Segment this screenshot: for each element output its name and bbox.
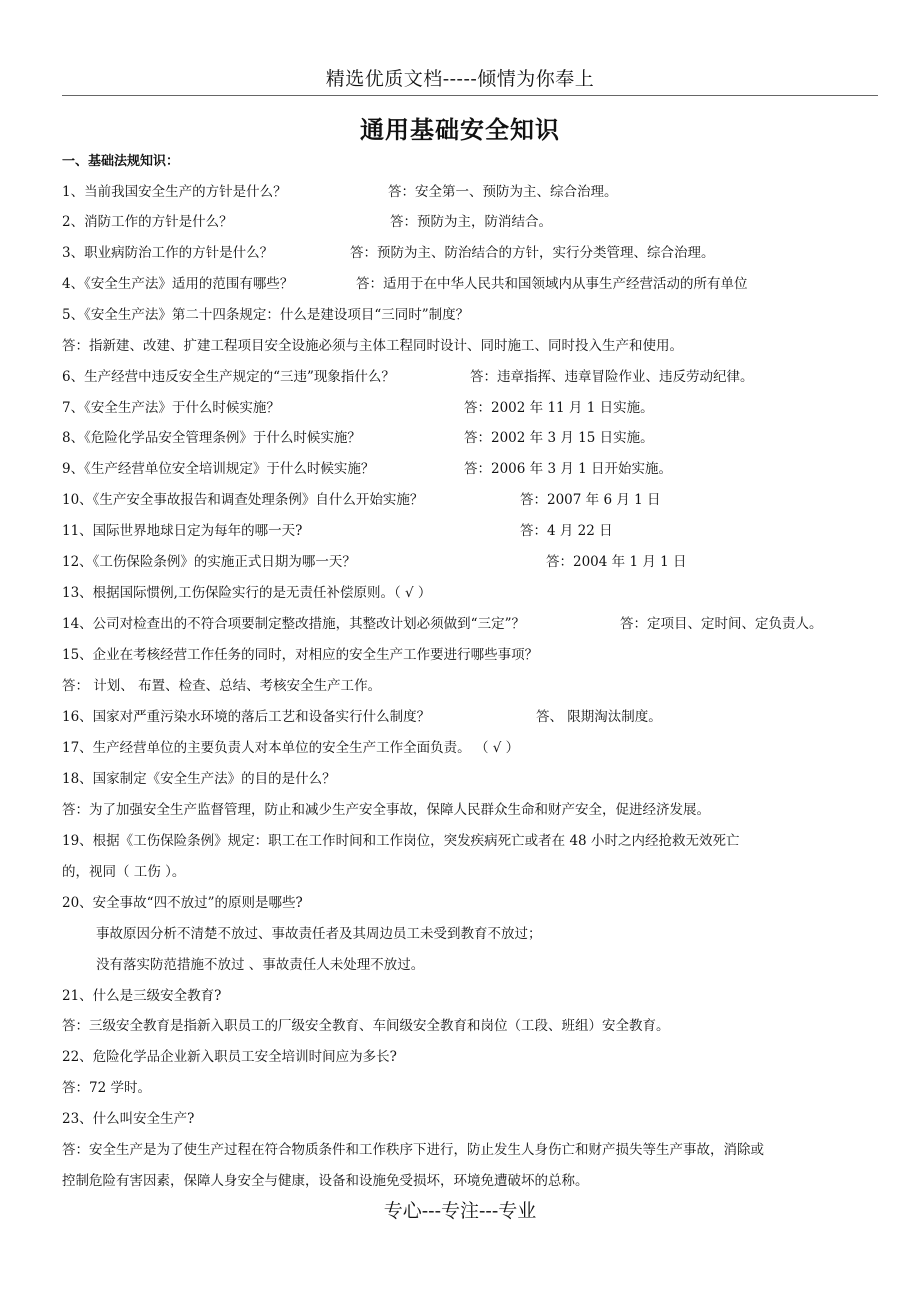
question-text: 15、企业在考核经营工作任务的同时，对相应的安全生产工作要进行哪些事项？ <box>62 647 539 663</box>
answer-text: 答：2006 年 3 月 1 日开始实施。 <box>464 461 672 477</box>
qa-line-8 <box>62 398 654 418</box>
qa-line-11 <box>62 490 661 510</box>
qa-line-4 <box>62 274 748 294</box>
qa-line-28 <box>62 1016 670 1036</box>
qa-line-31 <box>62 1109 194 1129</box>
question-text: 13、根据国际惯例,工伤保险实行的是无责任补偿原则。（ √ ） <box>62 585 432 601</box>
answer-text: 答：指新建、改建、扩建工程项目安全设施必须与主体工程同时设计、同时施工、同时投入生产和使用。 <box>62 338 683 354</box>
page-header: 精选优质文档-----倾情为你奉上 <box>325 68 595 90</box>
qa-line-21 <box>62 800 710 820</box>
answer-text: 答：定项目、定时间、定负责人。 <box>620 616 823 632</box>
answer-text: 答：安全第一、预防为主、综合治理。 <box>388 184 618 200</box>
qa-line-14 <box>62 583 431 603</box>
qa-line-6 <box>62 336 683 356</box>
qa-line-25 <box>96 924 542 944</box>
question-text: 7、《安全生产法》于什么时候实施？ <box>62 400 280 416</box>
qa-line-26 <box>96 955 424 975</box>
header-divider <box>62 95 878 96</box>
answer-text: 答：适用于在中华人民共和国领域内从事生产经营活动的所有单位 <box>356 276 748 292</box>
qa-line-15 <box>62 614 823 634</box>
qa-line-33 <box>62 1171 589 1191</box>
question-text: 2、消防工作的方针是什么？ <box>62 214 233 230</box>
page-footer: 专心---专注---专业 <box>383 1200 537 1222</box>
qa-line-19 <box>62 738 519 758</box>
answer-text: 答：2004 年 1 月 1 日 <box>546 554 687 570</box>
answer-text: 答：2007 年 6 月 1 日 <box>520 492 661 508</box>
qa-line-24 <box>62 893 303 913</box>
answer-text: 控制危险有害因素，保障人身安全与健康，设备和设施免受损坏，环境免遭破坏的总称。 <box>62 1173 589 1189</box>
question-text: 5、《安全生产法》第二十四条规定：什么是建设项目“三同时”制度？ <box>62 307 470 323</box>
question-text: 16、国家对严重污染水环境的落后工艺和设备实行什么制度？ <box>62 709 431 725</box>
qa-line-23 <box>62 862 185 882</box>
qa-line-27 <box>62 986 221 1006</box>
qa-line-30 <box>62 1078 151 1098</box>
qa-line-1 <box>62 182 618 202</box>
question-text: 18、国家制定《安全生产法》的目的是什么？ <box>62 771 336 787</box>
question-text: 1、当前我国安全生产的方针是什么？ <box>62 184 287 200</box>
answer-text: 没有落实防范措施不放过 、事故责任人未处理不放过。 <box>96 957 425 973</box>
answer-text: 答：安全生产是为了使生产过程在符合物质条件和工作秩序下进行，防止发生人身伤亡和财产损失等生产事故，消除或 <box>62 1142 764 1158</box>
answer-text: 事故原因分析不清楚不放过、事故责任者及其周边员工未受到教育不放过； <box>96 926 542 942</box>
qa-line-32 <box>62 1140 764 1160</box>
qa-line-10 <box>62 459 672 479</box>
section-heading: 一、基础法规知识： <box>62 154 180 169</box>
qa-line-3 <box>62 243 715 263</box>
answer-text: 答：2002 年 3 月 15 日实施。 <box>464 430 654 446</box>
answer-text: 答：4 月 22 日 <box>520 523 613 539</box>
qa-line-16 <box>62 645 538 665</box>
question-text: 10、《生产安全事故报告和调查处理条例》自什么开始实施？ <box>62 492 424 508</box>
answer-text: 答：预防为主、防治结合的方针，实行分类管理、综合治理。 <box>350 245 715 261</box>
question-text: 22、危险化学品企业新入职员工安全培训时间应为多长? <box>62 1049 397 1065</box>
answer-text: 答：三级安全教育是指新入职员工的厂级安全教育、车间级安全教育和岗位（工段、班组）安全教育。 <box>62 1018 670 1034</box>
answer-text: 答：2002 年 11 月 1 日实施。 <box>464 400 654 416</box>
qa-line-17 <box>62 676 381 696</box>
qa-line-7 <box>62 367 754 387</box>
question-text: 12、《工伤保险条例》的实施正式日期为哪一天？ <box>62 554 356 570</box>
document-title: 通用基础安全知识 <box>360 116 560 144</box>
qa-line-12 <box>62 521 613 541</box>
question-text: 8、《危险化学品安全管理条例》于什么时候实施？ <box>62 430 361 446</box>
qa-line-13 <box>62 552 687 572</box>
answer-text: 答：预防为主，防消结合。 <box>390 214 552 230</box>
question-text: 20、安全事故“四不放过”的原则是哪些? <box>62 895 303 911</box>
answer-text: 答、 限期淘汰制度。 <box>536 709 662 725</box>
qa-line-20 <box>62 769 336 789</box>
qa-line-2 <box>62 212 552 232</box>
question-text: 的，视同（ 工伤 ）。 <box>62 864 186 880</box>
answer-text: 答：为了加强安全生产监督管理，防止和减少生产安全事故，保障人民群众生命和财产安全，促进经济发展。 <box>62 802 710 818</box>
qa-line-29 <box>62 1047 397 1067</box>
question-text: 14、公司对检查出的不符合项要制定整改措施，其整改计划必须做到“三定”？ <box>62 616 525 632</box>
qa-line-9 <box>62 428 654 448</box>
answer-text: 答：72 学时。 <box>62 1080 151 1096</box>
question-text: 3、职业病防治工作的方针是什么？ <box>62 245 274 261</box>
question-text: 23、什么叫安全生产? <box>62 1111 195 1127</box>
question-text: 17、生产经营单位的主要负责人对本单位的安全生产工作全面负责。 （ √ ） <box>62 740 520 756</box>
qa-line-5 <box>62 305 469 325</box>
question-text: 11、国际世界地球日定为每年的哪一天? <box>62 523 303 539</box>
question-text: 9、《生产经营单位安全培训规定》于什么时候实施？ <box>62 461 375 477</box>
question-text: 21、什么是三级安全教育? <box>62 988 222 1004</box>
answer-text: 答： 计划、 布置、检查、总结、考核安全生产工作。 <box>62 678 382 694</box>
question-text: 4、《安全生产法》适用的范围有哪些？ <box>62 276 294 292</box>
qa-line-22 <box>62 831 739 851</box>
question-text: 6、生产经营中违反安全生产规定的“三违”现象指什么？ <box>62 369 395 385</box>
answer-text: 答：违章指挥、违章冒险作业、违反劳动纪律。 <box>470 369 754 385</box>
qa-line-18 <box>62 707 662 727</box>
question-text: 19、根据《工伤保险条例》规定：职工在工作时间和工作岗位，突发疾病死亡或者在 48 小时之内经抢救无效死亡 <box>62 833 740 849</box>
